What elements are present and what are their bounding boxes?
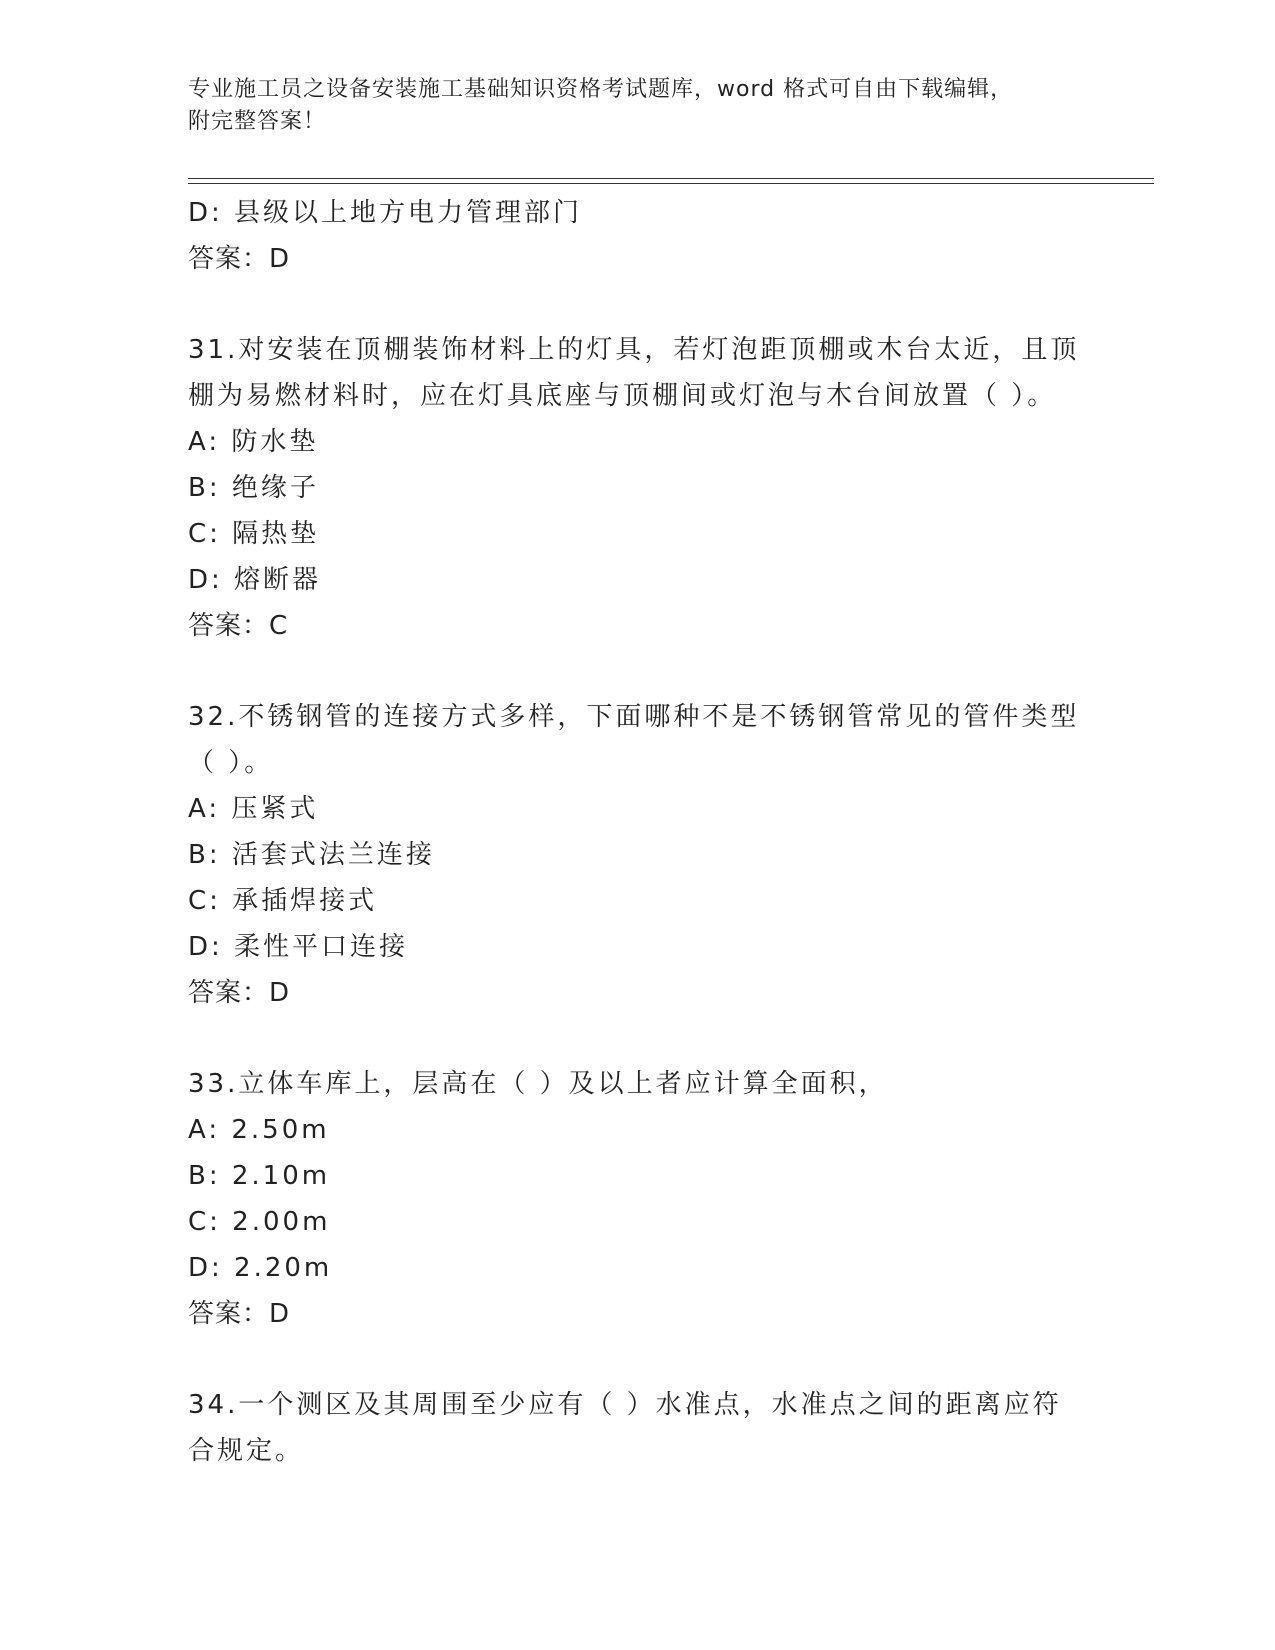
- answer-line: 答案：C: [188, 611, 289, 641]
- option-c: C: 2.00m: [188, 1207, 331, 1237]
- question-32: [188, 694, 1088, 1016]
- question-31: [188, 327, 1088, 649]
- option-a: A: 2.50m: [188, 1115, 330, 1145]
- option-d: D: 熔断器: [188, 565, 322, 595]
- header-divider-bottom: [188, 183, 1154, 184]
- answer-line: 答案：D: [188, 1299, 291, 1329]
- option-c: C: 承插焊接式: [188, 886, 378, 916]
- option-d: D: 2.20m: [188, 1253, 333, 1283]
- option-c: C: 隔热垫: [188, 519, 320, 549]
- option-a: A: 防水垫: [188, 427, 319, 457]
- question-text-line: 棚为易燃材料时，应在灯具底座与顶棚间或灯泡与木台间放置（ ）。: [188, 381, 1057, 411]
- question-33: [188, 1061, 1088, 1337]
- option-d: D: 柔性平口连接: [188, 932, 409, 962]
- header-line-1: 专业施工员之设备安装施工基础知识资格考试题库，word 格式可自由下载编辑，: [188, 77, 1014, 102]
- question-text-line: 34.一个测区及其周围至少应有（ ）水准点，水准点之间的距离应符: [188, 1390, 1062, 1420]
- header-line-2: 附完整答案！: [188, 109, 327, 134]
- option-b: B: 2.10m: [188, 1161, 331, 1191]
- answer-line: 答案：D: [188, 244, 291, 274]
- question-text-line: （ ）。: [188, 748, 274, 778]
- header-divider-top: [188, 178, 1154, 179]
- question-text-line: 合规定。: [188, 1436, 305, 1466]
- option-b: B: 绝缘子: [188, 473, 319, 503]
- document-header: [188, 74, 1068, 138]
- option-b: B: 活套式法兰连接: [188, 840, 435, 870]
- answer-line: 答案：D: [188, 978, 291, 1008]
- question-text-line: 31.对安装在顶棚装饰材料上的灯具，若灯泡距顶棚或木台太近，且顶: [188, 335, 1080, 365]
- question-text-line: 32.不锈钢管的连接方式多样，下面哪种不是不锈钢管常见的管件类型: [188, 702, 1080, 732]
- option-a: A: 压紧式: [188, 794, 319, 824]
- option-d: D: 县级以上地方电力管理部门: [188, 198, 583, 228]
- question-list: [188, 190, 1088, 1474]
- question-34: [188, 1382, 1088, 1474]
- question-text-line: 33.立体车库上，层高在（ ）及以上者应计算全面积，: [188, 1069, 888, 1099]
- previous-question-tail: [188, 190, 1088, 282]
